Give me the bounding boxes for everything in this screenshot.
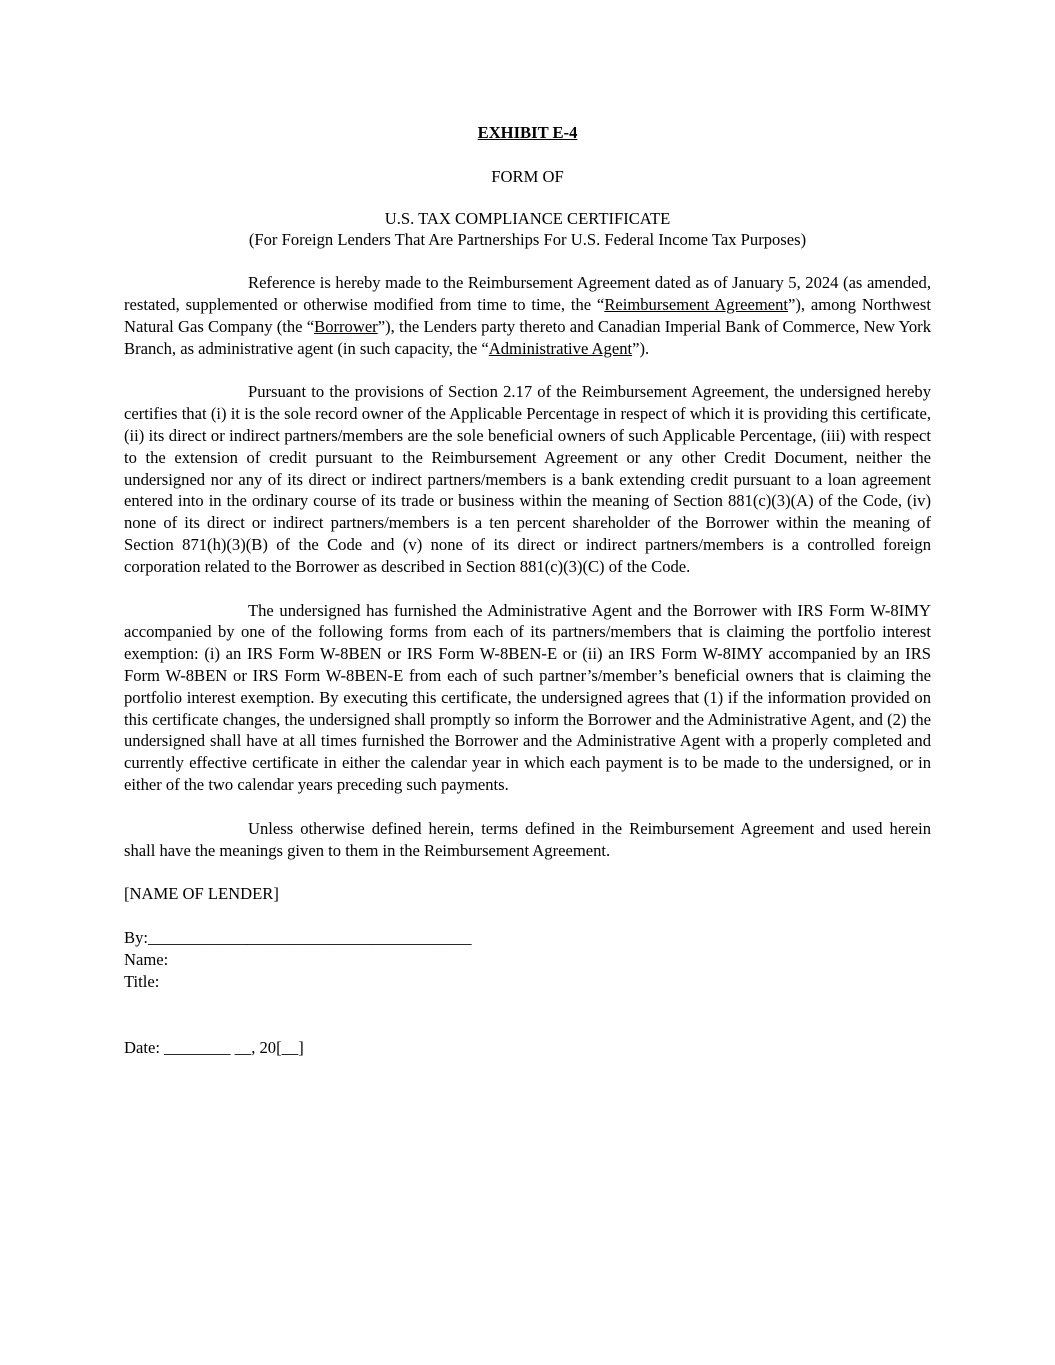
certificate-subtitle: (For Foreign Lenders That Are Partnerships For U.S. Federal Income Tax Purposes) (248, 230, 807, 250)
signature-title-label: Title: (124, 971, 160, 991)
document-page (124, 122, 931, 1058)
signature-name-label: Name: (124, 949, 169, 969)
reference-text-2: ”), among Northwest Natural Gas Company (the “ (124, 294, 931, 336)
reference-text-3: ”), the Lenders party thereto and Canadian Imperial Bank of Commerce, New York Branch, as administrative agent (in such capacity, the “ (124, 316, 931, 358)
date-line: Date: ________ __, 20[__] (124, 1037, 304, 1057)
signature-block (124, 927, 931, 992)
lender-name: [NAME OF LENDER] (124, 884, 279, 904)
certification-paragraph: Pursuant to the provisions of Section 2.17 of the Reimbursement Agreement, the undersigned hereby certifies that (i) it is the sole record owner of the Applicable Percentage in respect of which it is providing this certificate, (ii) its direct or indirect partners/members are the sole beneficial owners of such Applicable Percentage, (iii) with respect to the extension of credit pursuant to the Reimbursement Agreement or any other Credit Document, neither the undersigned nor any of its direct or indirect partners/members is a bank extending credit pursuant to a loan agreement entered into in the ordinary course of its trade or business within the meaning of Section 881(c)(3)(A) of the Code, (iv) none of its direct or indirect partners/members is a ten percent shareholder of the Borrower within the meaning of Section 871(h)(3)(B) of the Code and (v) none of its direct or indirect partners/members is a controlled foreign corporation related to the Borrower as described in Section 881(c)(3)(C) of the Code. (124, 382, 931, 576)
signature-by-line: By:_______________________________________ (124, 928, 472, 948)
certificate-title: U.S. TAX COMPLIANCE CERTIFICATE (384, 208, 671, 228)
definitions-paragraph: Unless otherwise defined herein, terms defined in the Reimbursement Agreement and used herein shall have the meanings given to them in the Reimbursement Agreement. (124, 818, 931, 860)
forms-paragraph: The undersigned has furnished the Administrative Agent and the Borrower with IRS Form W-8IMY accompanied by one of the following forms from each of its partners/members that is claiming the portfolio interest exemption: (i) an IRS Form W-8BEN or IRS Form W-8BEN-E or (ii) an IRS Form W-8IMY accompanied by an IRS Form W-8BEN or IRS Form W-8BEN-E from each of such partner’s/member’s beneficial owners that is claiming the portfolio interest exemption. By executing this certificate, the undersigned agrees that (1) if the information provided on this certificate changes, the undersigned shall promptly so inform the Borrower and the Administrative Agent, and (2) the undersigned shall have at all times furnished the Borrower and the Administrative Agent with a properly completed and currently effective certificate in either the calendar year in which each payment is to be made to the undersigned, or in either of the two calendar years preceding such payments. (124, 600, 931, 794)
defined-term-reimbursement-agreement: Reimbursement Agreement (604, 294, 789, 314)
reference-text-4: ”). (632, 338, 650, 358)
form-of-label: FORM OF (491, 166, 564, 186)
reference-text-1: Reference is hereby made to the Reimbursement Agreement dated as of January 5, 2024 (as amended, restated, supplemented or otherwise modified from time to time, the “ (124, 273, 931, 314)
exhibit-title: EXHIBIT E-4 (477, 123, 578, 142)
defined-term-administrative-agent: Administrative Agent (488, 338, 633, 358)
reference-paragraph (124, 272, 931, 359)
defined-term-borrower: Borrower (314, 316, 378, 336)
